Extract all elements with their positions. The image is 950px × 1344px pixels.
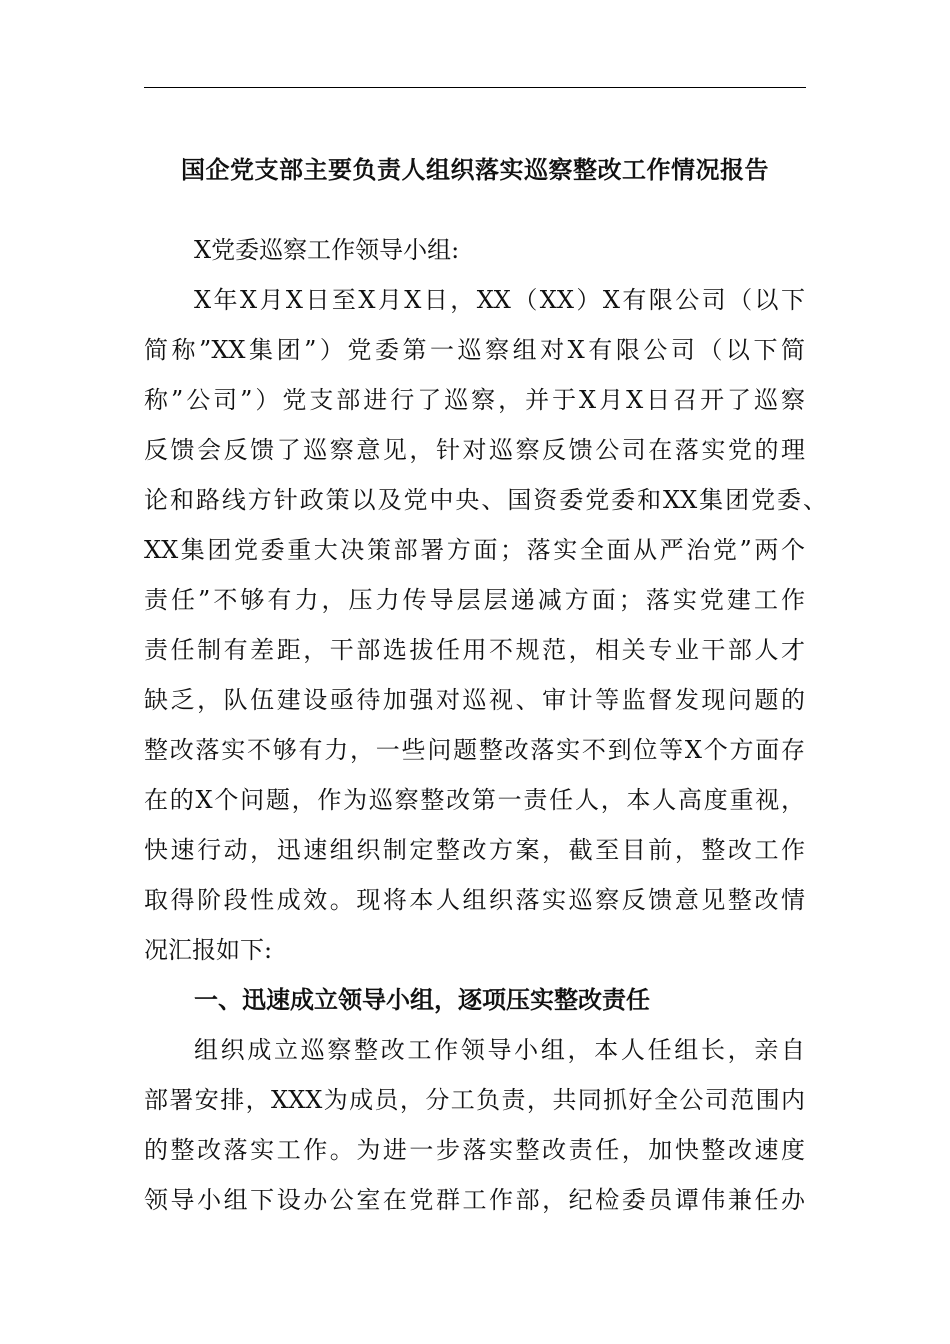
paragraph2-line: 的整改落实工作。为进一步落实整改责任，加快整改速度 — [144, 1136, 805, 1164]
paragraph1-line: 况汇报如下: — [144, 936, 273, 964]
paragraph1-line: 称”公司”）党支部进行了巡察，并于X月X日召开了巡察 — [144, 386, 805, 414]
paragraph1-line: 责任制有差距，干部选拔任用不规范，相关专业干部人才 — [144, 636, 805, 664]
paragraph1-line: 快速行动，迅速组织制定整改方案，截至目前，整改工作 — [144, 836, 805, 864]
header-rule — [144, 87, 806, 88]
paragraph1-line: 简称”XX集团”）党委第一巡察组对X有限公司（以下简 — [144, 336, 805, 364]
paragraph2-line: 领导小组下设办公室在党群工作部，纪检委员谭伟兼任办 — [144, 1186, 805, 1214]
section-heading: 一、迅速成立领导小组，逐项压实整改责任 — [194, 986, 650, 1014]
paragraph1-line: 取得阶段性成效。现将本人组织落实巡察反馈意见整改情 — [144, 886, 805, 914]
paragraph1-line: 缺乏，队伍建设亟待加强对巡视、审计等监督发现问题的 — [144, 686, 805, 714]
salutation: X党委巡察工作领导小组: — [194, 236, 460, 264]
paragraph1-line: X年X月X日至X月X日，XX（XX）X有限公司（以下 — [194, 286, 805, 314]
paragraph1-line: 在的X个问题，作为巡察整改第一责任人，本人高度重视， — [144, 786, 805, 814]
paragraph2-line: 组织成立巡察整改工作领导小组，本人任组长，亲自 — [194, 1036, 805, 1064]
document-title: 国企党支部主要负责人组织落实巡察整改工作情况报告 — [181, 156, 769, 184]
paragraph2-line: 部署安排，XXX为成员，分工负责，共同抓好全公司范围内 — [144, 1086, 805, 1114]
paragraph1-line: 整改落实不够有力，一些问题整改落实不到位等X个方面存 — [144, 736, 805, 764]
paragraph1-line: 论和路线方针政策以及党中央、国资委党委和XX集团党委、 — [144, 486, 827, 514]
paragraph1-line: XX集团党委重大决策部署方面；落实全面从严治党”两个 — [144, 536, 805, 564]
paragraph1-line: 反馈会反馈了巡察意见，针对巡察反馈公司在落实党的理 — [144, 436, 805, 464]
paragraph1-line: 责任”不够有力，压力传导层层递减方面；落实党建工作 — [144, 586, 805, 614]
